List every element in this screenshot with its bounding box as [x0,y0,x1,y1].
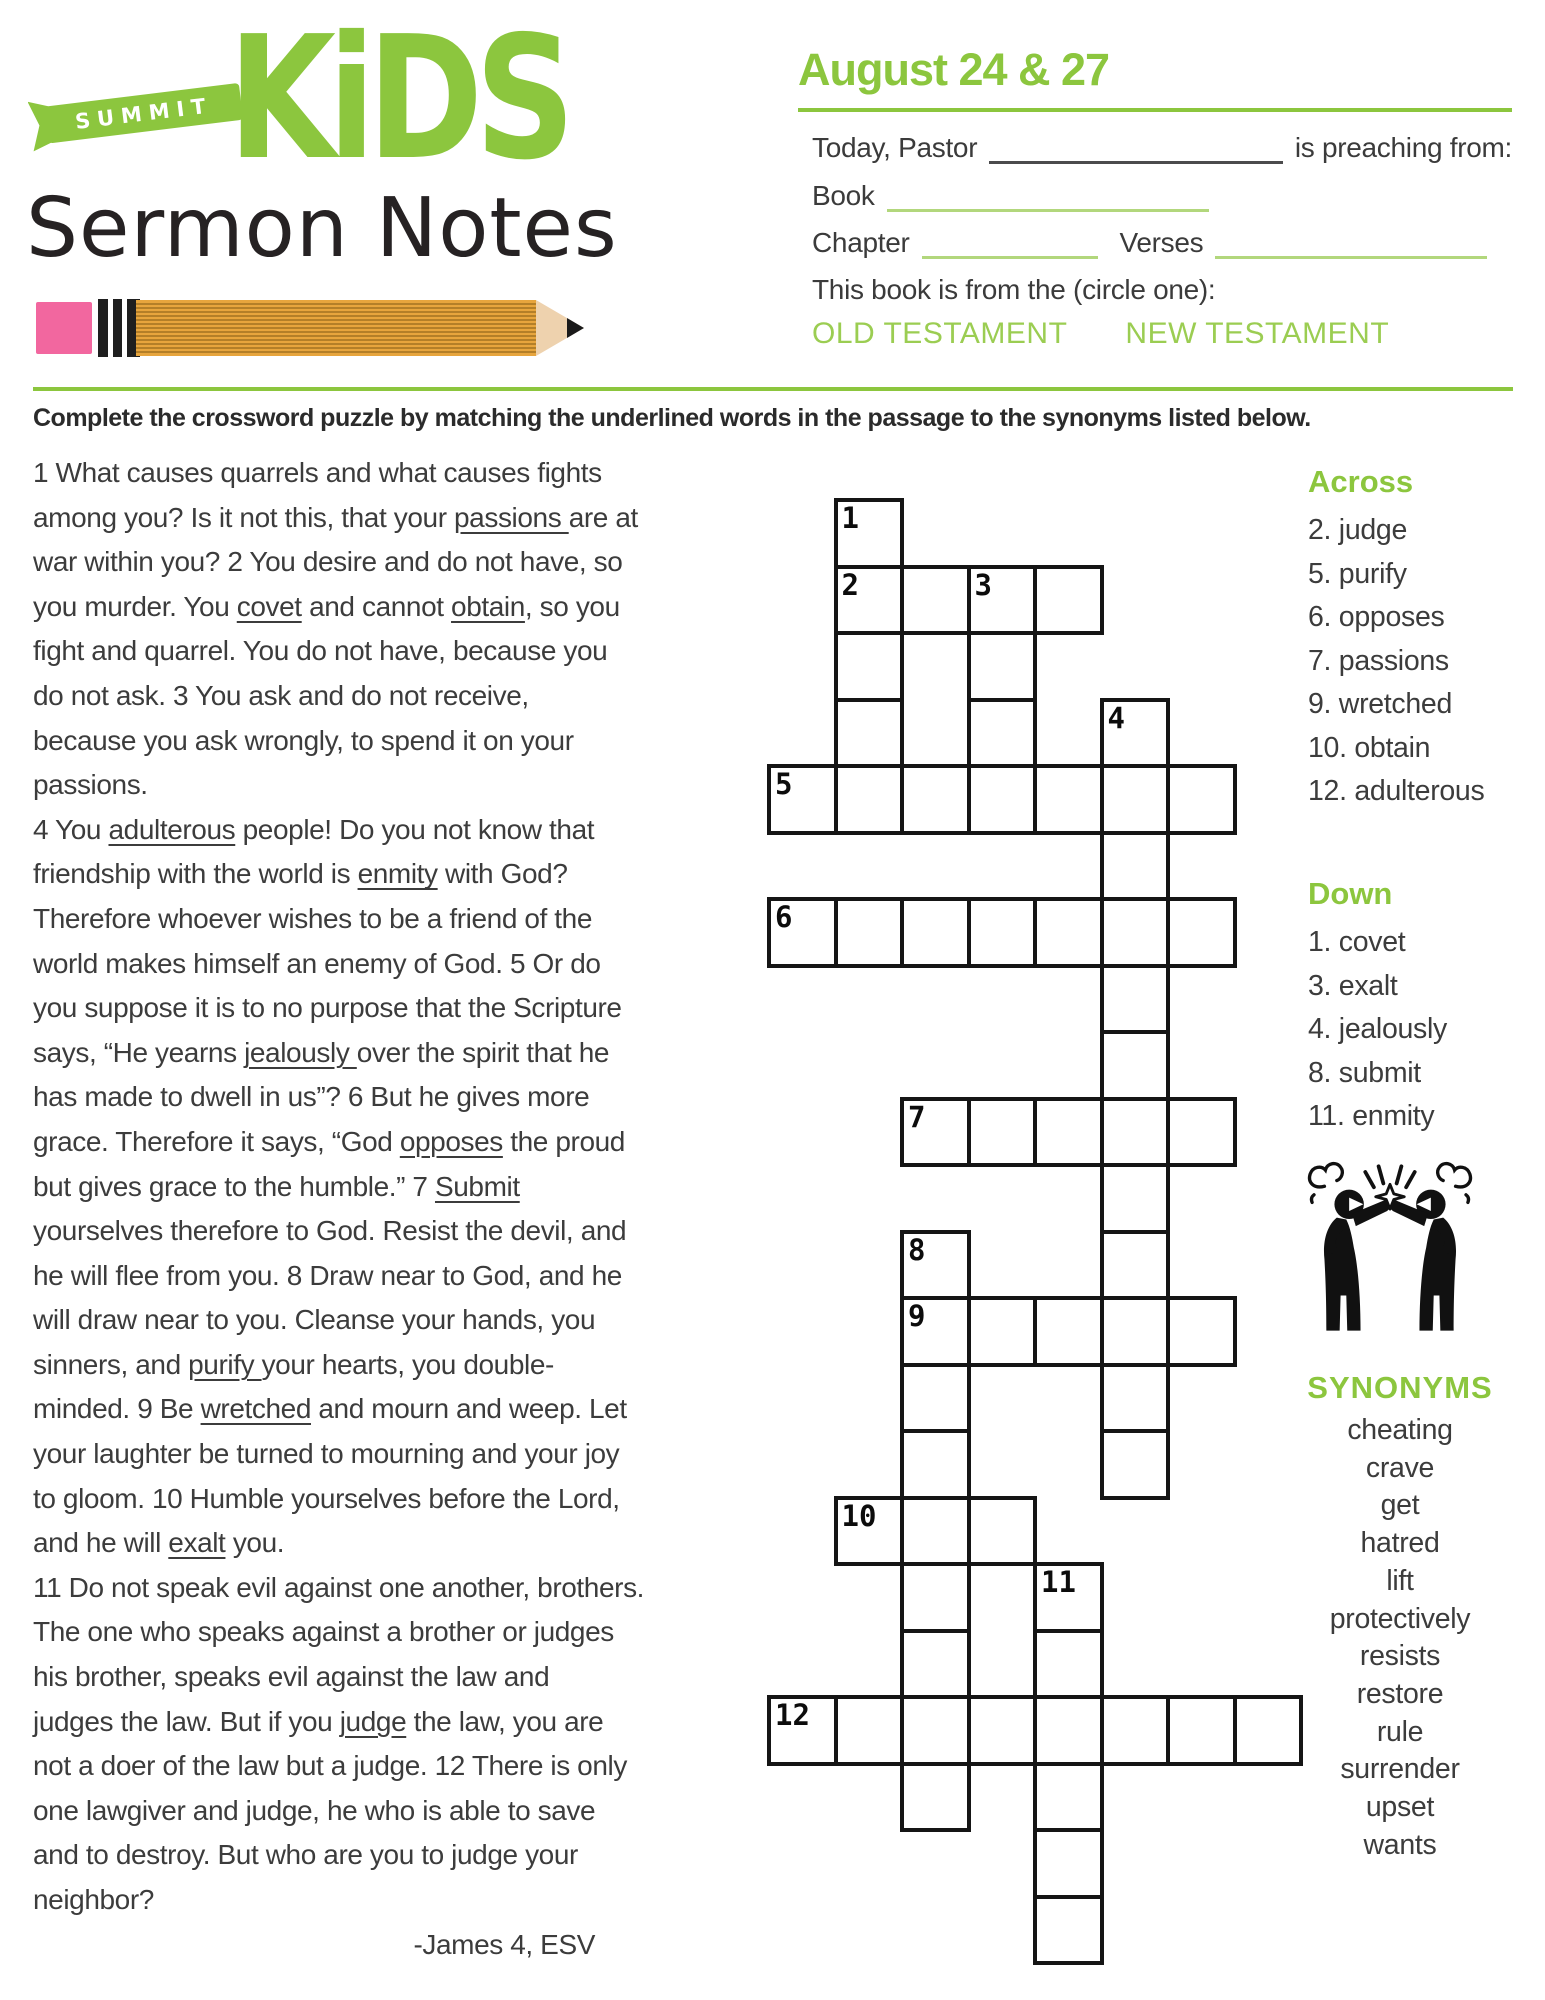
synonym-item: wants [1363,1828,1437,1861]
crossword-cell-number: 2 [841,567,859,602]
crossword-cell-number: 5 [775,767,793,801]
crossword-cell-number: 7 [908,1099,926,1134]
crossword-cell[interactable] [1033,1562,1104,1633]
crossword-cell[interactable] [900,1496,971,1567]
underlined-word: exalt [168,1527,226,1559]
crossword-cell[interactable] [1033,565,1104,636]
crossword-cell[interactable] [1100,1030,1171,1101]
book-label: Book [812,180,875,211]
crossword-cell[interactable] [1033,764,1104,835]
across-clue: 12. adulterous [1308,775,1485,807]
underlined-word: passions [454,501,569,533]
crossword-cell[interactable] [1166,764,1237,835]
summit-ribbon-label: SUMMIT [73,93,214,134]
synonym-item: crave [1365,1451,1435,1484]
across-clues [1308,464,1538,814]
passage-line: yourselves therefore to God. Resist the devil, and [33,1215,627,1247]
crossword-cell[interactable] [1100,698,1171,769]
passage-line: do not ask. 3 You ask and do not receive, [33,679,529,711]
crossword-cell[interactable] [967,1296,1038,1367]
synonyms-list [1270,1412,1530,1864]
crossword-cell[interactable] [834,1695,905,1766]
crossword-cell[interactable] [1100,964,1171,1035]
passage-line: one lawgiver and judge, he who is able to save [33,1794,596,1826]
preaching-from-label: is preaching from: [1294,132,1512,163]
crossword-cell[interactable] [1100,831,1171,902]
crossword-cell[interactable] [900,1695,971,1766]
across-clue: 2. judge [1308,514,1408,546]
crossword-cell[interactable] [834,498,905,569]
crossword-cell[interactable] [1166,897,1237,968]
crossword-cell[interactable] [1166,1695,1237,1766]
crossword-cell[interactable] [834,1496,905,1567]
chapter-label: Chapter [812,227,910,258]
underlined-word: Submit [434,1170,520,1202]
passage-line: will draw near to you. Cleanse your hands, you [33,1304,596,1336]
verses-blank[interactable] [1215,228,1487,259]
crossword-cell[interactable] [900,897,971,968]
underlined-word: purify [188,1348,262,1380]
passage-line: and to destroy. But who are you to judge your [33,1839,578,1871]
underlined-word: wretched [200,1393,311,1425]
passage-line: because you ask wrongly, to spend it on your [33,724,574,756]
passage-line: he will flee from you. 8 Draw near to God, and he [33,1259,622,1291]
passage-line: Therefore whoever wishes to be a friend of the [33,902,593,934]
underlined-word: opposes [399,1125,503,1157]
synonym-item: lift [1386,1564,1414,1597]
crossword-grid [767,498,1307,1968]
synonym-item: get [1380,1489,1420,1522]
passage-line: -James 4, ESV [413,1928,595,1960]
crossword-cell[interactable] [1100,897,1171,968]
new-testament-option[interactable]: NEW TESTAMENT [1125,317,1390,350]
pastor-row [812,132,1512,164]
crossword-cell[interactable] [1033,1762,1104,1833]
down-clue: 3. exalt [1308,969,1398,1002]
underlined-word: covet [236,590,302,622]
kids-logo-title: KiDS [228,0,568,198]
crossword-cell[interactable] [834,897,905,968]
crossword-cell[interactable] [1033,1828,1104,1899]
crossword-cell-number: 6 [775,900,793,934]
crossword-cell[interactable] [900,1363,971,1434]
date-underline [798,108,1512,112]
synonym-item: surrender [1340,1753,1460,1786]
header-separator [33,387,1513,391]
passage-line: sinners, and purify your hearts, you double- [33,1348,554,1380]
crossword-cell[interactable] [1100,1429,1171,1500]
crossword-cell[interactable] [1166,1097,1237,1168]
date-title: August 24 & 27 [798,44,1110,95]
crossword-cell-number: 8 [908,1232,926,1267]
synonym-item: hatred [1360,1527,1440,1560]
crossword-cell[interactable] [967,631,1038,702]
crossword-cell[interactable] [900,1629,971,1700]
underlined-word: judge [339,1705,407,1737]
crossword-cell[interactable] [1033,1695,1104,1766]
pastor-label: Today, Pastor [812,132,978,163]
down-list [1308,921,1538,1139]
synonym-item: upset [1365,1791,1435,1824]
down-clue: 11. enmity [1308,1100,1435,1132]
across-clue: 9. wretched [1308,688,1453,720]
across-clue: 6. opposes [1308,601,1445,633]
crossword-cell[interactable] [900,1562,971,1633]
crossword-cell[interactable] [834,764,905,835]
synonym-item: resists [1359,1640,1441,1673]
crossword-cell[interactable] [967,1097,1038,1168]
crossword-cell[interactable] [767,764,838,835]
crossword-cell[interactable] [900,1296,971,1367]
synonym-item: protectively [1329,1602,1471,1635]
crossword-cell-number: 4 [1107,700,1125,735]
crossword-cell[interactable] [1033,897,1104,968]
crossword-cell-number: 1 [841,501,859,535]
crossword-cell[interactable] [967,698,1038,769]
crossword-cell[interactable] [967,565,1038,636]
crossword-cell[interactable] [834,565,905,636]
crossword-cell[interactable] [1033,1629,1104,1700]
passage-line: passions. [33,769,148,801]
underlined-word: obtain [451,590,525,622]
down-clue: 8. submit [1308,1056,1421,1089]
sermon-notes-title: Sermon Notes [26,181,618,276]
down-clue: 4. jealously [1308,1013,1447,1045]
passage-line: The one who speaks against a brother or judges [33,1616,614,1648]
passage-line: war within you? 2 You desire and do not have, so [33,546,623,578]
passage-line: 1 What causes quarrels and what causes fights [33,457,602,488]
across-title: Across [1308,464,1414,499]
down-title: Down [1308,876,1393,911]
down-clue: 1. covet [1308,926,1406,958]
pastor-name-blank[interactable] [989,133,1283,164]
crossword-cell[interactable] [900,1429,971,1500]
pencil-icon [36,296,586,360]
down-clues [1308,876,1538,1139]
passage-line: minded. 9 Be wretched and mourn and weep. Let [33,1393,627,1425]
crossword-cell[interactable] [1100,1097,1171,1168]
chapter-blank[interactable] [922,228,1098,259]
passage-line: friendship with the world is enmity with God? [33,858,568,890]
book-blank[interactable] [887,181,1209,212]
crossword-cell[interactable] [1100,1230,1171,1301]
passage-line: you suppose it is to no purpose that the Scripture [33,992,622,1024]
crossword-cell[interactable] [900,764,971,835]
book-row [812,180,1512,212]
crossword-cell[interactable] [1100,1296,1171,1367]
crossword-cell[interactable] [1100,764,1171,835]
passage-line: fight and quarrel. You do not have, because you [33,635,608,667]
across-clue: 7. passions [1308,644,1449,677]
crossword-cell-number: 3 [974,567,992,602]
instruction-text: Complete the crossword puzzle by matching the underlined words in the passage to the synonyms listed below. [33,404,1311,432]
summit-ribbon-icon [28,76,248,154]
crossword-cell[interactable] [1166,1296,1237,1367]
passage-line: your laughter be turned to mourning and your joy [33,1438,620,1470]
crossword-cell-number: 11 [1041,1565,1076,1599]
crossword-cell[interactable] [900,1230,971,1301]
passage-line: neighbor? [33,1884,154,1915]
underlined-word: jealously [244,1036,357,1068]
testament-options [812,317,1512,351]
passage-line: 11 Do not speak evil against one another, brothers. [33,1571,645,1603]
crossword-cell-number: 10 [841,1498,877,1533]
crossword-cell[interactable] [967,1695,1038,1766]
synonym-item: restore [1356,1677,1444,1710]
verses-label: Verses [1119,227,1204,258]
passage-line: his brother, speaks evil against the law and [33,1661,550,1693]
crossword-cell-number: 12 [775,1698,810,1732]
passage-line: grace. Therefore it says, “God opposes the proud [33,1125,625,1157]
crossword-cell[interactable] [767,897,838,968]
crossword-cell[interactable] [967,897,1038,968]
crossword-cell-number: 9 [908,1299,926,1333]
crossword-cell[interactable] [900,1762,971,1833]
passage-line: not a doer of the law but a judge. 12 There is only [33,1750,627,1782]
old-testament-option[interactable]: OLD TESTAMENT [812,317,1068,350]
synonym-item: cheating [1347,1414,1453,1446]
crossword-cell[interactable] [967,1496,1038,1567]
crossword-cell[interactable] [1033,1097,1104,1168]
synonyms-title: SYNONYMS [1307,1370,1493,1405]
across-list [1308,509,1538,814]
crossword-cell[interactable] [834,631,905,702]
underlined-word: enmity [357,858,438,890]
passage-line: and he will exalt you. [33,1527,285,1559]
passage-line: to gloom. 10 Humble yourselves before the Lord, [33,1482,620,1514]
crossword-cell[interactable] [900,565,971,636]
crossword-cell[interactable] [1100,1363,1171,1434]
passage-line: judges the law. But if you judge the law, you are [33,1705,604,1737]
crossword-cell[interactable] [767,1695,838,1766]
underlined-word: adulterous [108,813,236,845]
crossword-cell[interactable] [1033,1895,1104,1966]
two-people-arguing-icon [1295,1150,1485,1346]
synonym-item: rule [1376,1715,1424,1748]
passage-line: among you? Is it not this, that your passions are at [33,501,638,533]
passage-line: has made to dwell in us”? 6 But he gives more [33,1081,590,1113]
crossword-cell[interactable] [1033,1296,1104,1367]
across-clue: 5. purify [1308,557,1407,590]
passage-line: 4 You adulterous people! Do you not know that [33,813,595,845]
passage-line: you murder. You covet and cannot obtain, so you [33,590,620,622]
across-clue: 10. obtain [1308,731,1431,764]
crossword-cell[interactable] [1100,1163,1171,1234]
chapter-verses-row [812,227,1512,259]
circle-one-prompt: This book is from the (circle one): [812,274,1216,305]
crossword-cell[interactable] [834,698,905,769]
passage-line: but gives grace to the humble.” 7 Submit [33,1170,520,1202]
crossword-cell[interactable] [967,764,1038,835]
passage-line: says, “He yearns jealously over the spirit that he [33,1036,610,1068]
passage-line: world makes himself an enemy of God. 5 Or do [33,947,601,979]
crossword-cell[interactable] [900,1097,971,1168]
crossword-cell[interactable] [1100,1695,1171,1766]
passage-text [33,451,745,1967]
